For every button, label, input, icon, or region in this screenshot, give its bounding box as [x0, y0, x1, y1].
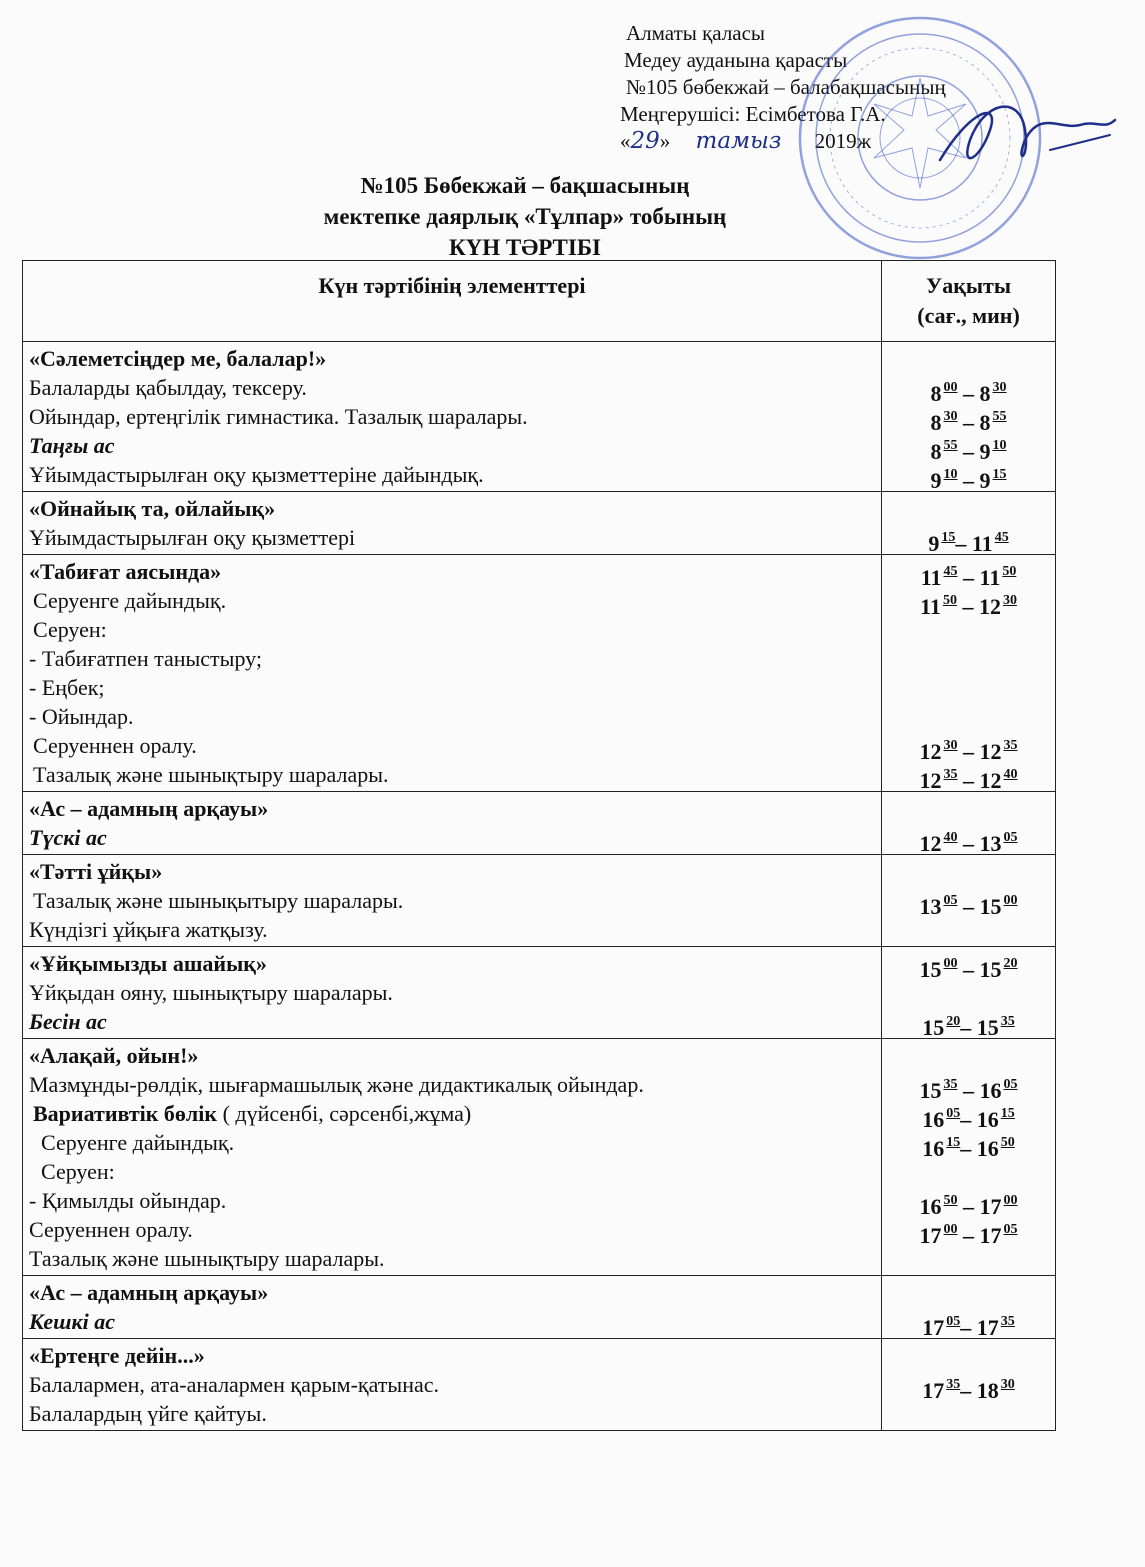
approval-city: Алматы қаласы	[626, 21, 766, 45]
table-row	[23, 947, 1056, 1039]
header-elements: Күн тәртібінің элементтері	[23, 261, 882, 342]
date-year: 2019ж	[814, 129, 872, 153]
list-item: Серуен:	[41, 1159, 115, 1184]
time-cell	[882, 1339, 1056, 1431]
time-cell	[882, 792, 1056, 855]
time-cell	[882, 855, 1056, 947]
approval-district: Медеу ауданына қарасты	[624, 48, 848, 72]
table-row	[23, 342, 1056, 492]
time-range: 15 $^{20}$– 15 $^{35}$	[922, 1014, 1015, 1040]
time-range: 12 $^{40}$ – 13 $^{05}$	[919, 830, 1018, 856]
list-item: Түскі ас	[29, 825, 107, 850]
approval-head: Меңгерушісі: Есімбетова Г.А.	[620, 102, 886, 126]
table-row	[23, 792, 1056, 855]
time-cell	[882, 555, 1056, 792]
list-item: Таңғы ас	[29, 433, 115, 458]
approval-block	[620, 20, 1040, 155]
section-cell	[23, 1339, 882, 1431]
date-day: 29	[630, 128, 660, 154]
list-item: Тазалық және шынықытыру шаралары.	[33, 888, 404, 913]
list-item: Мазмұнды-рөлдік, шығармашылық және дидактикалық ойындар.	[29, 1072, 644, 1097]
list-item: Серуенге дайындық.	[41, 1130, 235, 1155]
time-range: 11 $^{45}$ – 11 $^{50}$	[920, 564, 1017, 590]
table-header-row	[23, 261, 1056, 342]
section-cell	[23, 1276, 882, 1339]
list-item: Балалардың үйге қайтуы.	[29, 1401, 267, 1426]
date-close-quote: »	[659, 129, 671, 153]
section-cell	[23, 947, 882, 1039]
list-item: Бесін ас	[29, 1009, 107, 1034]
section-title: «Ас – адамның арқауы»	[29, 1280, 269, 1305]
list-item: Балалармен, ата-аналармен қарым-қатынас.	[29, 1372, 439, 1397]
time-range: 13 $^{05}$ – 15 $^{00}$	[919, 893, 1018, 919]
list-item: Вариативтік бөлік ( дүйсенбі, сәрсенбі,жұма)	[33, 1101, 472, 1126]
title-line-2: мектепке даярлық «Тұлпар» тобының	[323, 204, 727, 229]
time-range: 8 $^{30}$ – 8 $^{55}$	[930, 409, 1007, 435]
list-item: Ұйқыдан ояну, шынықтыру шаралары.	[29, 980, 393, 1005]
time-cell	[882, 492, 1056, 555]
table-row	[23, 855, 1056, 947]
time-cell	[882, 1039, 1056, 1276]
time-range: 17 $^{05}$– 17 $^{35}$	[922, 1314, 1015, 1340]
time-range: 16 $^{50}$ – 17 $^{00}$	[919, 1193, 1018, 1219]
table-row	[23, 1039, 1056, 1276]
list-item: Серуен:	[33, 617, 107, 642]
section-cell	[23, 855, 882, 947]
section-title: «Табиғат аясында»	[29, 559, 222, 584]
schedule-table	[22, 260, 1056, 1431]
section-cell	[23, 342, 882, 492]
title-line-1: №105 Бөбекжай – бақшасының	[360, 173, 690, 198]
section-title: «Ұйқымызды ашайық»	[29, 951, 267, 976]
list-item: - Ойындар.	[29, 704, 134, 729]
time-range: 11 $^{50}$ – 12 $^{30}$	[920, 593, 1017, 619]
time-range: 12 $^{30}$ – 12 $^{35}$	[919, 738, 1018, 764]
section-cell	[23, 792, 882, 855]
time-cell	[882, 342, 1056, 492]
list-item: Ойындар, ертеңгілік гимнастика. Тазалық шаралары.	[29, 404, 528, 429]
section-cell	[23, 555, 882, 792]
approval-institution: №105 бөбекжай – балабақшасының	[626, 75, 946, 99]
list-item: Ұйымдастырылған оқу қызметтеріне дайындық.	[29, 462, 484, 487]
date-open-quote: «	[620, 129, 631, 153]
section-cell	[23, 1039, 882, 1276]
list-item: Балаларды қабылдау, тексеру.	[29, 375, 307, 400]
section-cell	[23, 492, 882, 555]
header-time-line-1: Уақыты	[926, 273, 1012, 298]
table-row	[23, 1276, 1056, 1339]
time-range: 8 $^{55}$ – 9 $^{10}$	[930, 438, 1007, 464]
list-item: Тазалық және шынықтыру шаралары.	[33, 762, 389, 787]
time-range: 12 $^{35}$ – 12 $^{40}$	[919, 767, 1018, 793]
time-range: 15 $^{00}$ – 15 $^{20}$	[919, 956, 1018, 982]
title-line-3: КҮН ТӘРТІБІ	[448, 235, 602, 260]
list-item: Серуенге дайындық.	[33, 588, 227, 613]
section-title: «Ойнайық та, ойлайық»	[29, 496, 276, 521]
list-item: Тазалық және шынықтыру шаралары.	[29, 1246, 385, 1271]
list-item: Серуеннен оралу.	[33, 733, 197, 758]
list-item: - Еңбек;	[29, 675, 105, 700]
time-range: 15 $^{35}$ – 16 $^{05}$	[919, 1077, 1018, 1103]
header-time	[882, 261, 1056, 342]
date-month: тамыз	[695, 128, 782, 154]
section-title: «Тәтті ұйқы»	[29, 859, 163, 884]
list-item: Кешкі ас	[29, 1309, 115, 1334]
list-item: Ұйымдастырылған оқу қызметтері	[29, 525, 356, 550]
list-item: - Қимылды ойындар.	[29, 1188, 227, 1213]
time-range: 8 $^{00}$ – 8 $^{30}$	[930, 380, 1007, 406]
list-item: Серуеннен оралу.	[29, 1217, 193, 1242]
time-range: 16 $^{05}$– 16 $^{15}$	[922, 1106, 1015, 1132]
document-title	[200, 170, 850, 263]
table-row	[23, 555, 1056, 792]
time-range: 9 $^{10}$ – 9 $^{15}$	[930, 467, 1007, 493]
time-range: 17 $^{00}$ – 17 $^{05}$	[919, 1222, 1018, 1248]
time-range: 16 $^{15}$– 16 $^{50}$	[922, 1135, 1015, 1161]
section-title: «Сәлеметсіңдер ме, балалар!»	[29, 346, 327, 371]
time-cell	[882, 947, 1056, 1039]
time-cell	[882, 1276, 1056, 1339]
time-range: 17 $^{35}$– 18 $^{30}$	[922, 1377, 1015, 1403]
list-item: Күндізгі ұйқыға жатқызу.	[29, 917, 268, 942]
section-title: «Ертеңге дейін...»	[29, 1343, 205, 1368]
approval-date	[620, 128, 1040, 155]
section-title: «Ас – адамның арқауы»	[29, 796, 269, 821]
table-row	[23, 1339, 1056, 1431]
header-time-line-2: (сағ., мин)	[917, 303, 1020, 328]
list-item: - Табиғатпен таныстыру;	[29, 646, 262, 671]
table-row	[23, 492, 1056, 555]
section-title: «Алақай, ойын!»	[29, 1043, 199, 1068]
time-range: 9 $^{15}$– 11 $^{45}$	[928, 530, 1009, 556]
